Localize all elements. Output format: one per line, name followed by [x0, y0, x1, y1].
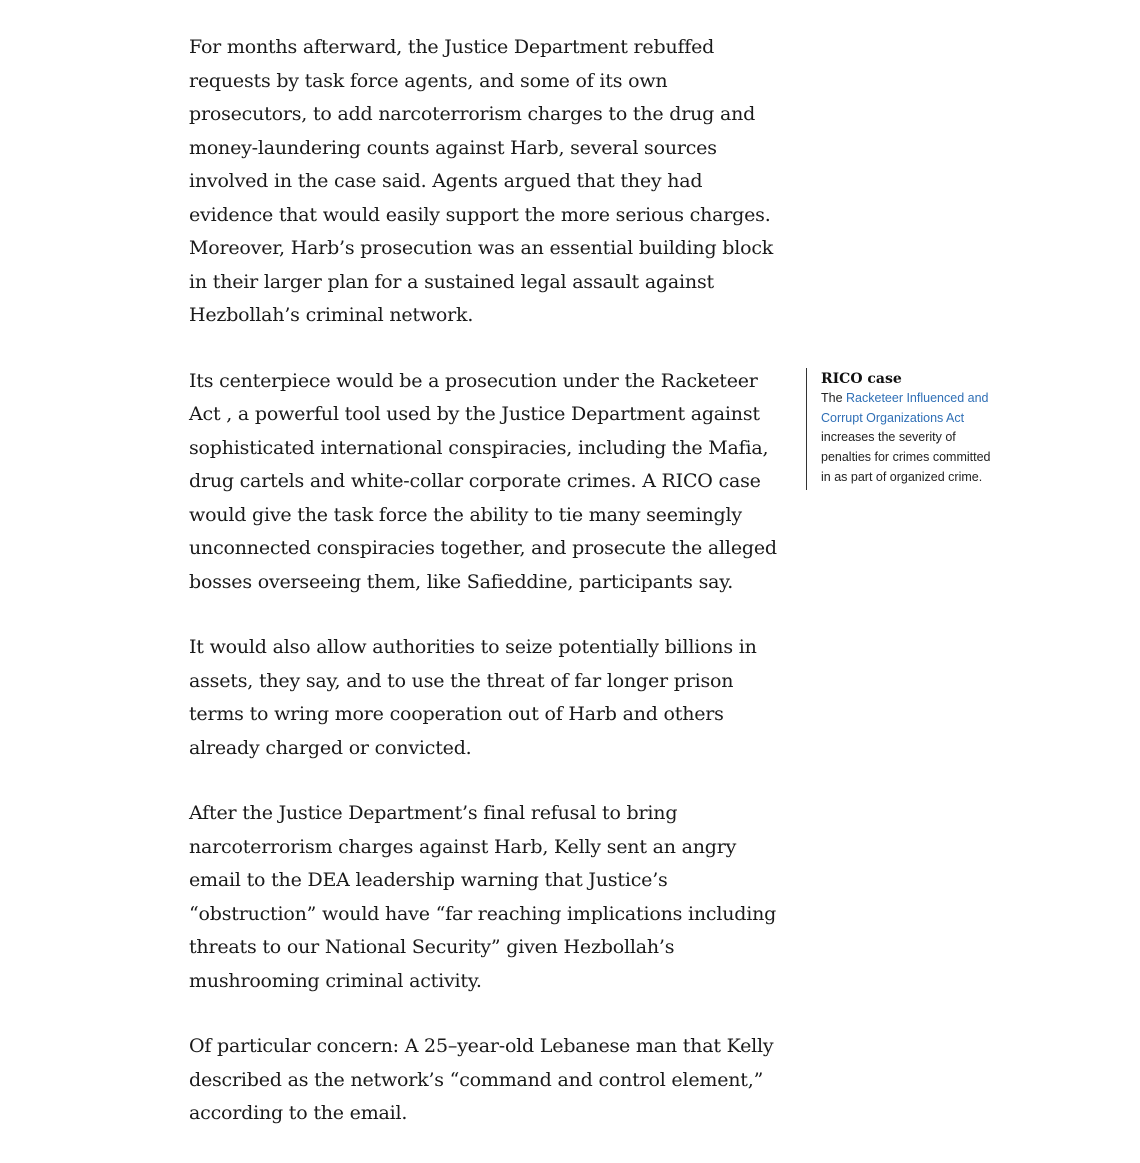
rico-sidenote [806, 368, 996, 490]
sidenote-body [821, 389, 996, 488]
sidenote-suffix: increases the severity of penalties for crimes committed in as part of organized crime. [821, 430, 991, 484]
article-paragraph-1: For months afterward, the Justice Department rebuffed requests by task force agents, and some of its own prosecutors, to add narcoterrorism charges to the drug and money-laundering counts against Harb, several sources involved in the case said. Agents argued that they had evidence that would easily support the more serious charges. Moreover, Harb’s prosecution was an essential building block in their larger plan for a sustained legal assault against Hezbollah’s criminal network. [189, 36, 774, 326]
article-paragraph-3: It would also allow authorities to seize potentially billions in assets, they say, and to use the threat of far longer prison terms to wring more cooperation out of Harb and others already charged or convicted. [189, 636, 757, 759]
article-body [189, 31, 779, 1163]
sidenote-prefix: The [821, 391, 847, 405]
sidenote-title: RICO case [821, 371, 902, 387]
article-paragraph-2: Its centerpiece would be a prosecution under the Racketeer Act , a powerful tool used by the Justice Department against sophisticated international conspiracies, including the Mafia, drug cartels and white-collar corporate crimes. A RICO case would give the task force the ability to tie many seemingly unconnected conspiracies together, and prosecute the alleged bosses overseeing them, like Safieddine, participants say. [189, 369, 777, 593]
article-paragraph-4: After the Justice Department’s final refusal to bring narcoterrorism charges against Harb, Kelly sent an angry email to the DEA leadership warning that Justice’s “obstruction” would have “far reaching implications including threats to our National Security” given Hezbollah’s mushrooming criminal activity. [189, 802, 777, 992]
article-paragraph-5: Of particular concern: A 25–year-old Lebanese man that Kelly described as the network’s “command and control element,” according to the email. [189, 1035, 774, 1124]
rico-act-link[interactable]: Racketeer Influenced and Corrupt Organizations Act [821, 391, 989, 425]
